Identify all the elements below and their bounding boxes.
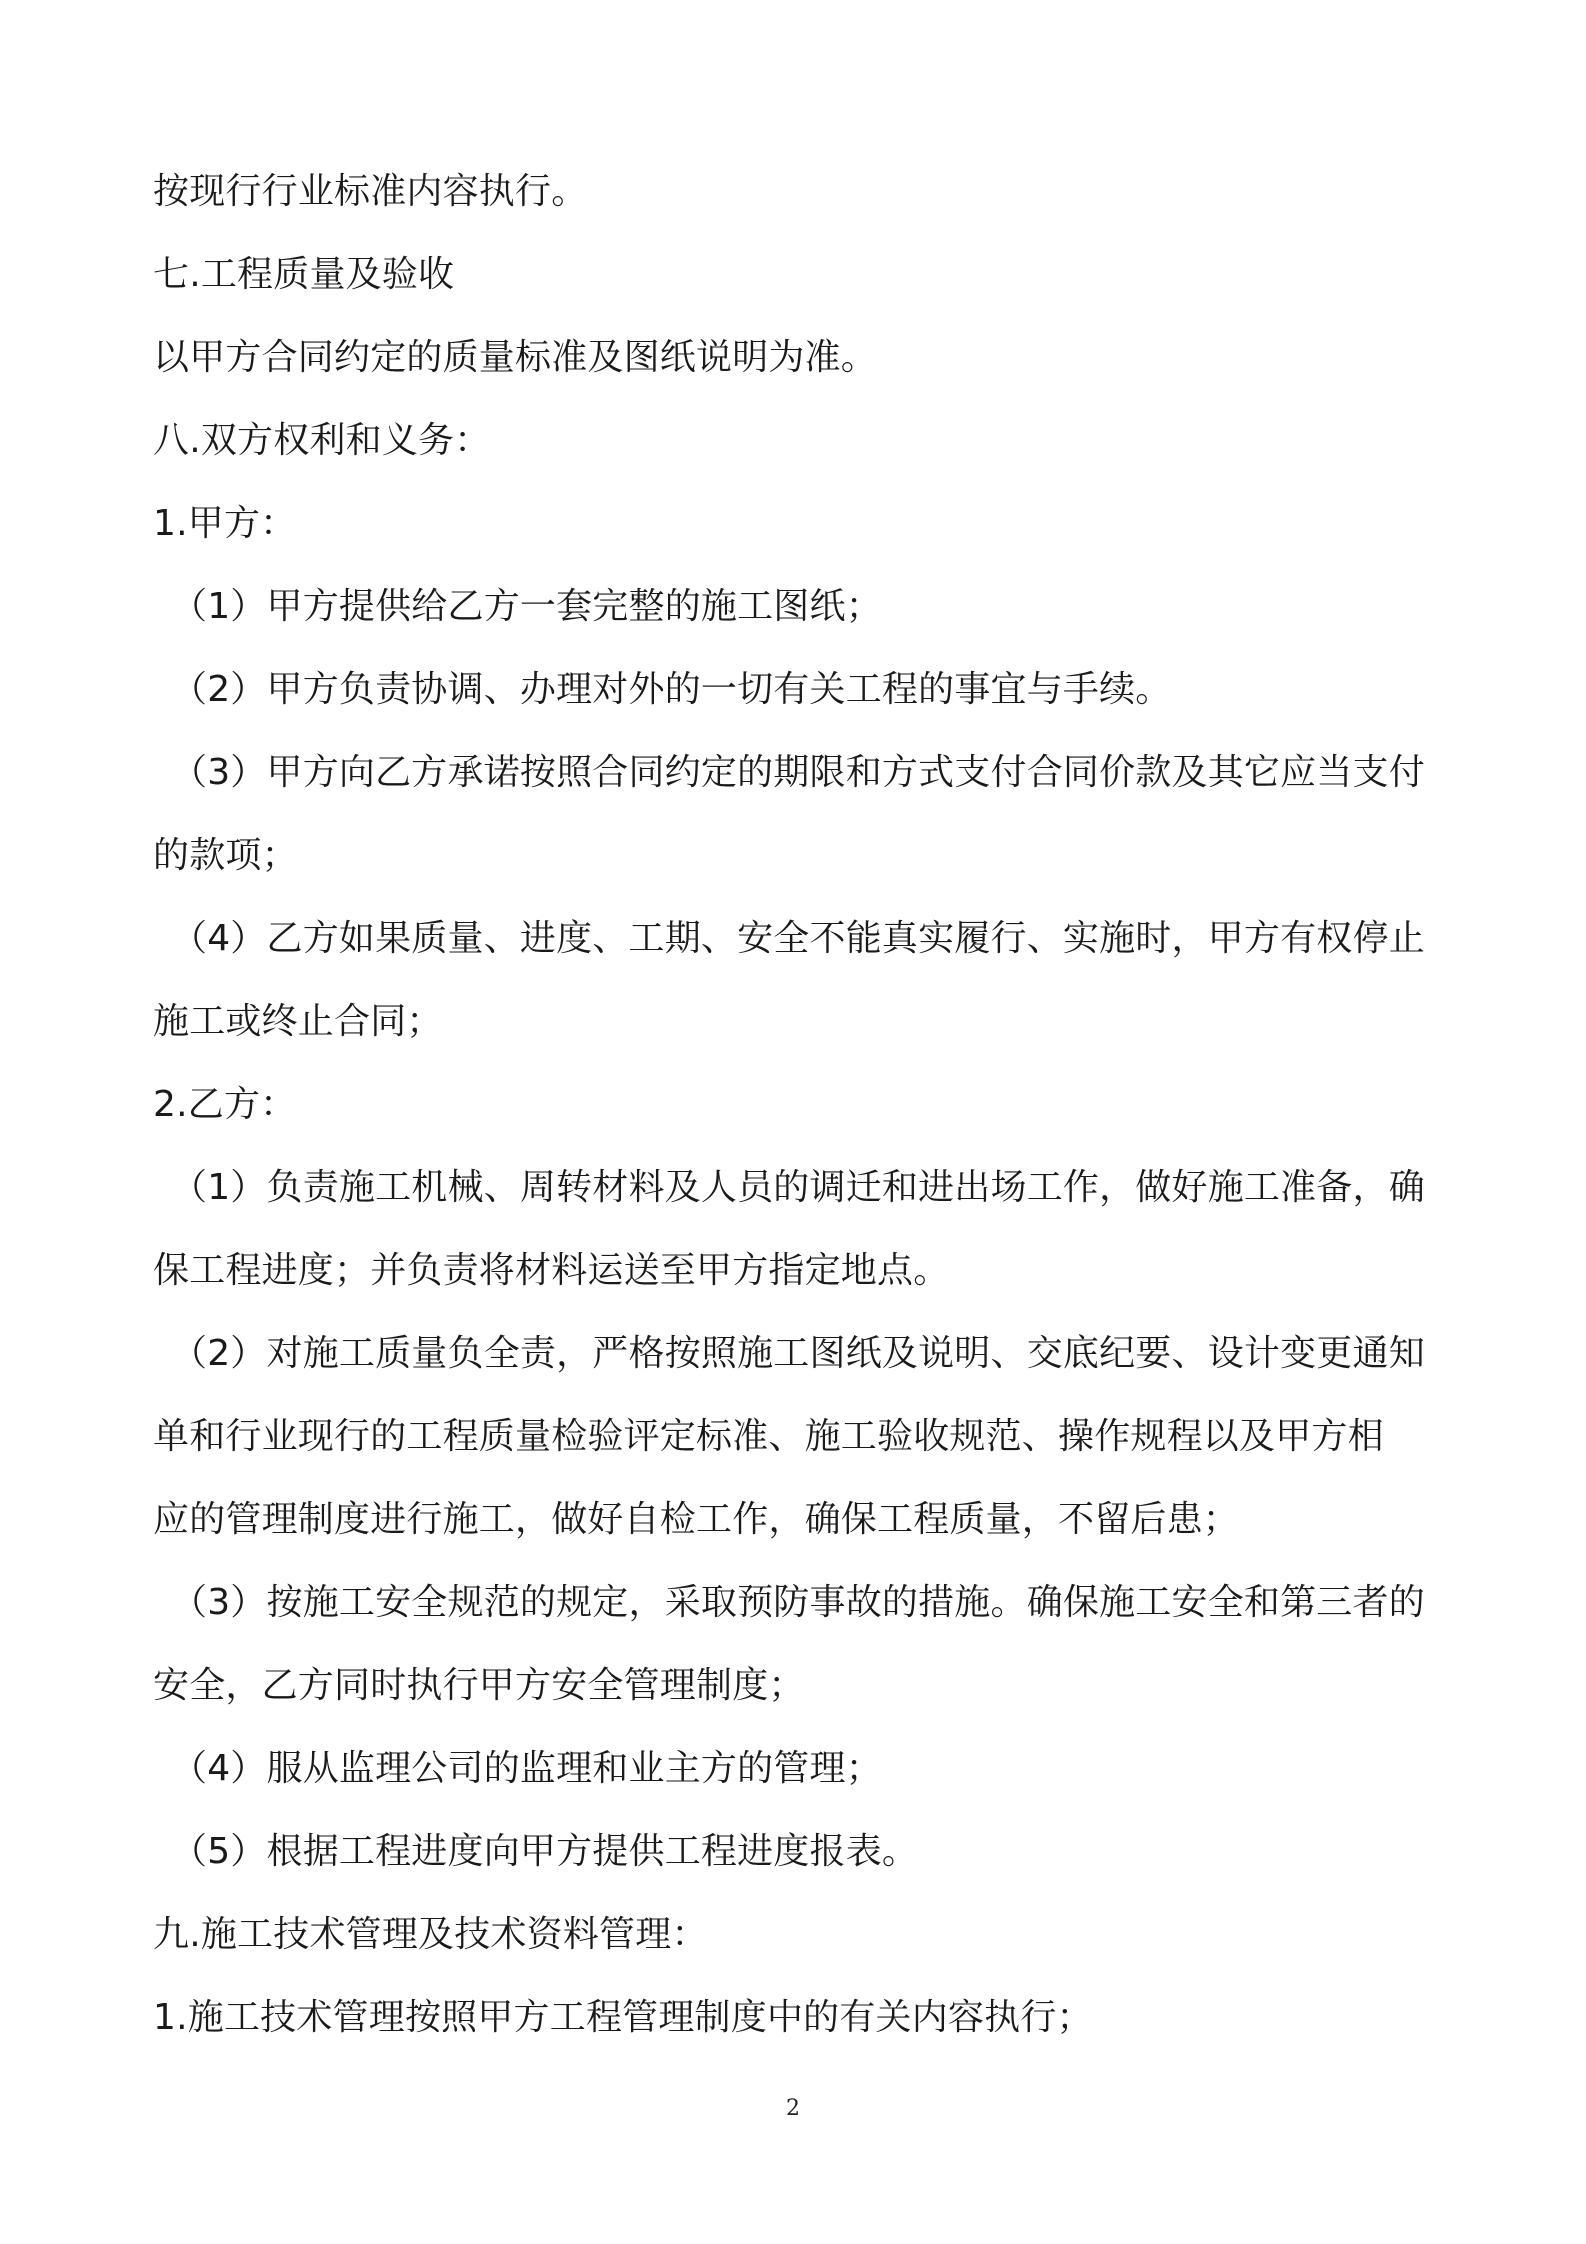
subsection-heading-party-b: 2.乙方： xyxy=(153,1084,297,1125)
list-item: （2）对施工质量负全责，严格按照施工图纸及说明、交底纪要、设计变更通知 xyxy=(171,1333,1425,1374)
paragraph-line: 1.施工技术管理按照甲方工程管理制度中的有关内容执行； xyxy=(153,1997,1093,2038)
list-item-continuation: 保工程进度；并负责将材料运送至甲方指定地点。 xyxy=(153,1250,950,1291)
list-item-continuation: 应的管理制度进行施工，做好自检工作，确保工程质量，不留后患； xyxy=(153,1499,1240,1540)
list-item: （5）根据工程进度向甲方提供工程进度报表。 xyxy=(171,1831,919,1872)
list-item-continuation: 的款项； xyxy=(153,835,298,876)
subsection-heading-party-a: 1.甲方： xyxy=(153,503,297,544)
list-item-continuation: 施工或终止合同； xyxy=(153,1001,443,1042)
list-item: （4）服从监理公司的监理和业主方的管理； xyxy=(171,1748,882,1789)
document-body xyxy=(153,150,1443,2059)
list-item: （3）甲方向乙方承诺按照合同约定的期限和方式支付合同价款及其它应当支付 xyxy=(171,752,1425,793)
list-item: （1）负责施工机械、周转材料及人员的调迁和进出场工作，做好施工准备，确 xyxy=(171,1167,1425,1208)
list-item-continuation: 安全，乙方同时执行甲方安全管理制度； xyxy=(153,1665,805,1706)
section-heading-7: 七.工程质量及验收 xyxy=(153,254,455,295)
list-item-continuation: 单和行业现行的工程质量检验评定标准、施工验收规范、操作规程以及甲方相 xyxy=(153,1416,1384,1457)
list-item: （4）乙方如果质量、进度、工期、安全不能真实履行、实施时，甲方有权停止 xyxy=(171,918,1425,959)
list-item: （1）甲方提供给乙方一套完整的施工图纸； xyxy=(171,586,882,627)
page-number: 2 xyxy=(786,2096,800,2121)
section-heading-9: 九.施工技术管理及技术资料管理： xyxy=(153,1914,708,1955)
list-item: （2）甲方负责协调、办理对外的一切有关工程的事宜与手续。 xyxy=(171,669,1172,710)
section-heading-8: 八.双方权利和义务： xyxy=(153,420,491,461)
paragraph-line: 以甲方合同约定的质量标准及图纸说明为准。 xyxy=(153,337,878,378)
list-item: （3）按施工安全规范的规定，采取预防事故的措施。确保施工安全和第三者的 xyxy=(171,1582,1425,1623)
paragraph-line: 按现行行业标准内容执行。 xyxy=(153,171,588,212)
